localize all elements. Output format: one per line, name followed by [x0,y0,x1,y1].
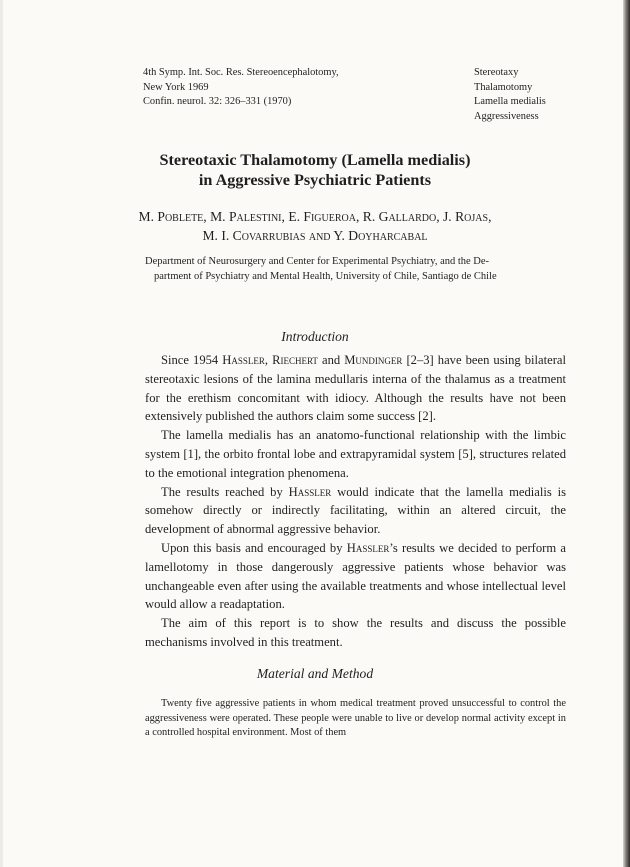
title-line: Stereotaxic Thalamotomy (Lamella medialis) [159,151,471,169]
author-name: Hassler [346,540,390,555]
citation-line: 4th Symp. Int. Soc. Res. Stereoencephalotomy, [143,67,339,78]
keywords-block [474,66,609,124]
paragraph: Twenty five aggressive patients in whom medical treatment proved unsuccessful to control the aggressiveness were operated. These people were unable to live or develop normal activity except in a controlled hospital environment. Most of them [145,698,566,738]
keyword: Thalamotomy [474,81,533,93]
keyword: Lamella medialis [474,96,546,107]
author-name: Riechert [272,353,318,367]
affiliation-line: partment of Psychiatry and Mental Health, University of Chile, Santiago de Chile [154,270,497,282]
citation-line: Confin. neurol. 32: 326–331 (1970) [143,96,292,107]
author-line: M. I. Covarrubias and Y. Doyharcabal [202,227,428,243]
text-run: Upon this basis and encouraged by [161,540,347,555]
paragraph: The lamella medialis has an anatomo-functional relationship with the limbic system [1], the orbito frontal lobe and extrapyramidal system [5], structures related to the emotional integration phenomena. [145,428,566,480]
citation-block [143,66,473,110]
author-name: Mundinger [344,353,403,367]
section-heading-material-method: Material and Method [256,666,374,681]
text-run: and [317,353,345,367]
text-run: [2–3] have been using bilateral stereotaxic lesions of the lamina medullaris interna of the thalamus as a treatment for the erethism concomitant with idiocy. Although the results have not been extensively published the authors claim some success [2]. [145,353,567,424]
author-name: Hassler [222,353,265,367]
paragraph: The aim of this report is to show the results and discuss the possible mechanisms involved in this treatment. [145,616,566,649]
title-line: in Aggressive Psychiatric Patients [198,170,432,189]
method-body [145,697,566,741]
author-list [60,208,570,245]
section-heading-introduction: Introduction [281,329,349,344]
scan-right-edge [623,0,630,867]
author-name: Hassler [288,484,332,499]
text-run: ’s results we decided to perform a lamellotomy in those dangerously aggressive patients whose behavior was unchangeable even after using the available treatments and whose intellectual level would allow a readaptation. [145,540,566,612]
introduction-body [145,351,566,652]
affiliation-line: Department of Neurosurgery and Center for Experimental Psychiatry, and the De- [145,256,490,267]
text-run: Since 1954 [161,353,223,367]
author-line: M. Poblete, M. Palestini, E. Figueroa, R. Gallardo, J. Rojas, [138,209,492,224]
citation-line: New York 1969 [143,81,209,93]
scan-left-margin [0,0,3,867]
keyword: Stereotaxy [474,67,519,78]
text-run: , [264,353,273,367]
text-run: would indicate that the lamella medialis is somehow directly or indirectly facilitating, within an altered circuit, the development of abnormal aggressive behavior. [145,484,566,537]
paragraph [145,351,566,426]
keyword: Aggressiveness [474,110,539,122]
text-run: The results reached by [161,484,289,499]
paragraph [145,483,566,539]
affiliation [145,255,565,284]
paragraph [145,539,566,614]
paper-title [60,151,570,190]
